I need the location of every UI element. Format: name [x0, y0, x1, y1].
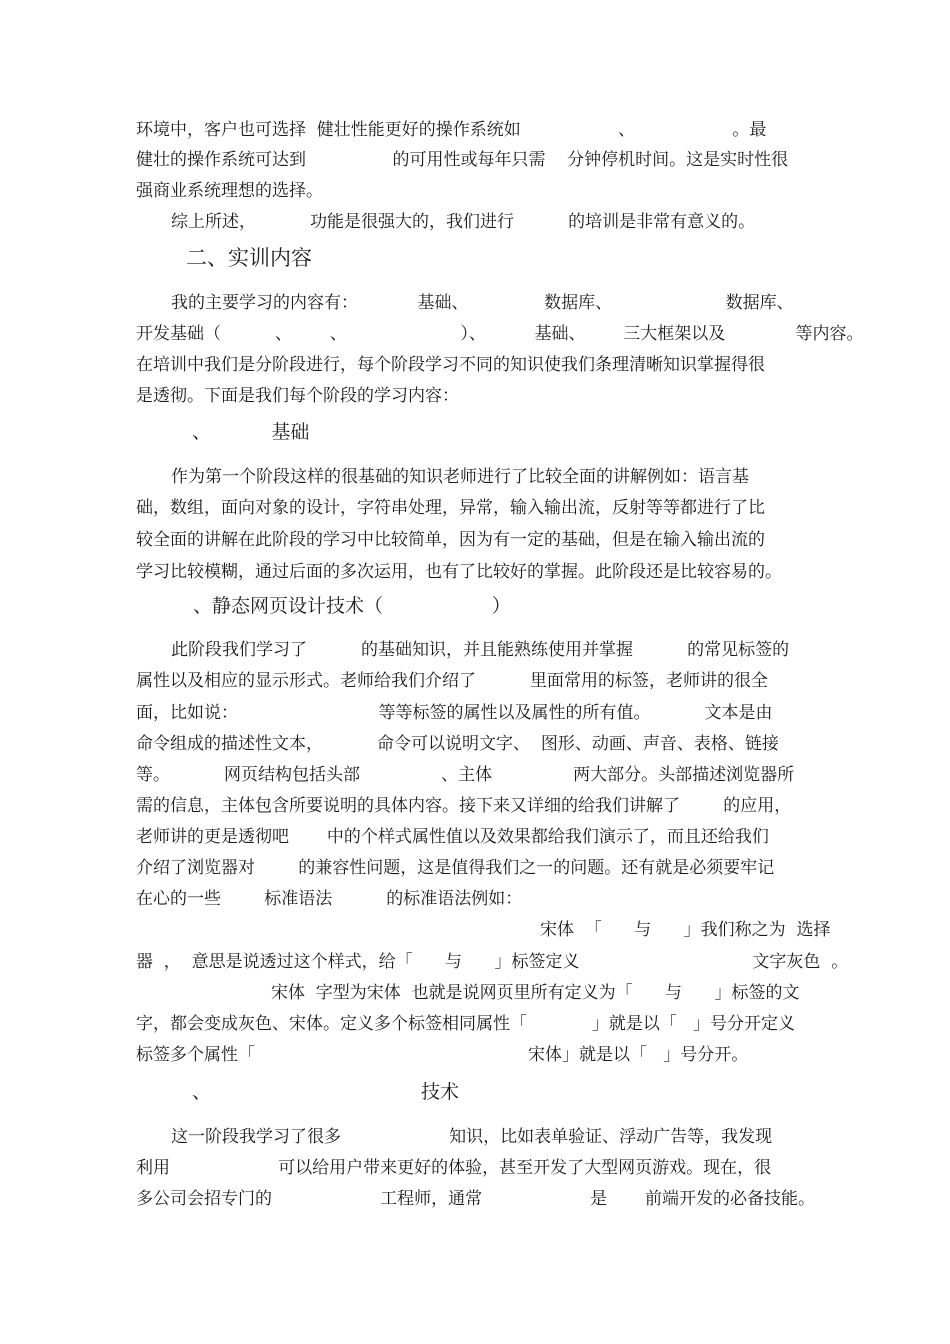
basics-paragraph-line-3: 较全面的讲解在此阶段的学习中比较简单，因为有一定的基础，但是在输入输出流的	[136, 530, 765, 550]
section-heading-training-content: 二、实训内容	[186, 246, 312, 270]
basics-paragraph-line-1: 作为第一个阶段这样的很基础的知识老师进行了比较全面的讲解例如：语言基	[171, 467, 749, 487]
static-paragraph-line-5: 等。 网页结构包括头部 、主体 两大部分。头部描述浏览器所	[136, 765, 795, 785]
summary-paragraph: 综上所述， 功能是很强大的，我们进行 的培训是非常有意义的。	[171, 212, 756, 232]
content-paragraph-line-4: 是透彻。下面是我们每个阶段的学习内容：	[136, 386, 459, 406]
os-paragraph-line-2: 健壮的操作系统可达到 的可用性或每年只需 分钟停机时间。这是实时性很	[136, 150, 789, 170]
static-paragraph-line-9: 在心的一些 标准语法 的标准语法例如：	[136, 889, 523, 909]
static-paragraph-line-1: 此阶段我们学习了 的基础知识，并且能熟练使用并掌握 的常见标签的	[171, 640, 790, 660]
os-paragraph-line-3: 强商业系统理想的选择。	[136, 181, 323, 201]
os-paragraph-line-1: 环境中，客户也可选择 健壮性能更好的操作系统如 、 。最	[136, 120, 767, 140]
static-paragraph-line-7: 老师讲的更是透彻吧 中的个样式属性值以及效果都给我们演示了，而且还给我们	[136, 827, 769, 847]
static-paragraph-line-14: 标签多个属性「	[136, 1045, 255, 1065]
basics-paragraph-line-2: 础，数组，面向对象的设计，字符串处理，异常，输入输出流，反射等等都进行了比	[136, 498, 765, 518]
static-paragraph-line-3: 面，比如说： 等等标签的属性以及属性的所有值。 文本是由	[136, 703, 773, 723]
static-paragraph-line-2: 属性以及相应的显示形式。老师给我们介绍了 里面常用的标签，老师讲的很全	[136, 671, 769, 691]
static-paragraph-line-14-end: 宋体」就是以「 」号分开。	[528, 1045, 749, 1065]
static-paragraph-line-4: 命令组成的描述性文本， 命令可以说明文字、 图形、动画、声音、表格、链接	[136, 734, 779, 754]
tech-paragraph-line-1: 这一阶段我学习了很多 知识，比如表单验证、浮动广告等，我发现	[171, 1127, 773, 1147]
subsection-heading-static-web: 、静态网页设计技术（ ）	[193, 595, 511, 617]
static-paragraph-line-12: 宋体 字型为宋体 也就是说网页里所有定义为「 与 」标签的文	[271, 983, 800, 1003]
static-paragraph-line-10: 宋体 「 与 」我们称之为 选择	[540, 920, 831, 940]
static-paragraph-line-13: 字，都会变成灰色、宋体。定义多个标签相同属性「 」就是以「 」号分开定义	[136, 1014, 796, 1034]
content-paragraph-line-1: 我的主要学习的内容有： 基础、 数据库、 数据库、	[171, 293, 794, 313]
static-paragraph-line-6: 需的信息，主体包含所要说明的具体内容。接下来又详细的给我们讲解了 的应用，	[136, 796, 792, 816]
subsection-heading-tech: 、	[192, 1081, 212, 1103]
content-paragraph-line-3: 在培训中我们是分阶段进行，每个阶段学习不同的知识使我们条理清晰知识掌握得很	[136, 355, 765, 375]
static-paragraph-line-8: 介绍了浏览器对 的兼容性问题，这是值得我们之一的问题。还有就是必须要牢记	[136, 858, 775, 878]
subsection-heading-basics: 、 基础	[192, 421, 310, 443]
tech-paragraph-line-3: 多公司会招专门的 工程师，通常 是 前端开发的必备技能。	[136, 1189, 815, 1209]
tech-paragraph-line-2: 利用 可以给用户带来更好的体验，甚至开发了大型网页游戏。现在，很	[136, 1158, 772, 1178]
content-paragraph-line-2: 开发基础（ 、 、 ）、 基础、 三大框架以及 等内容。	[136, 324, 864, 344]
basics-paragraph-line-4: 学习比较模糊，通过后面的多次运用，也有了比较好的掌握。此阶段还是比较容易的。	[136, 562, 782, 582]
subsection-heading-tech-end: 技术	[421, 1081, 460, 1103]
static-paragraph-line-11: 器 ， 意思是说透过这个样式，给「 与 」标签定义 文字灰色 。	[136, 952, 849, 972]
